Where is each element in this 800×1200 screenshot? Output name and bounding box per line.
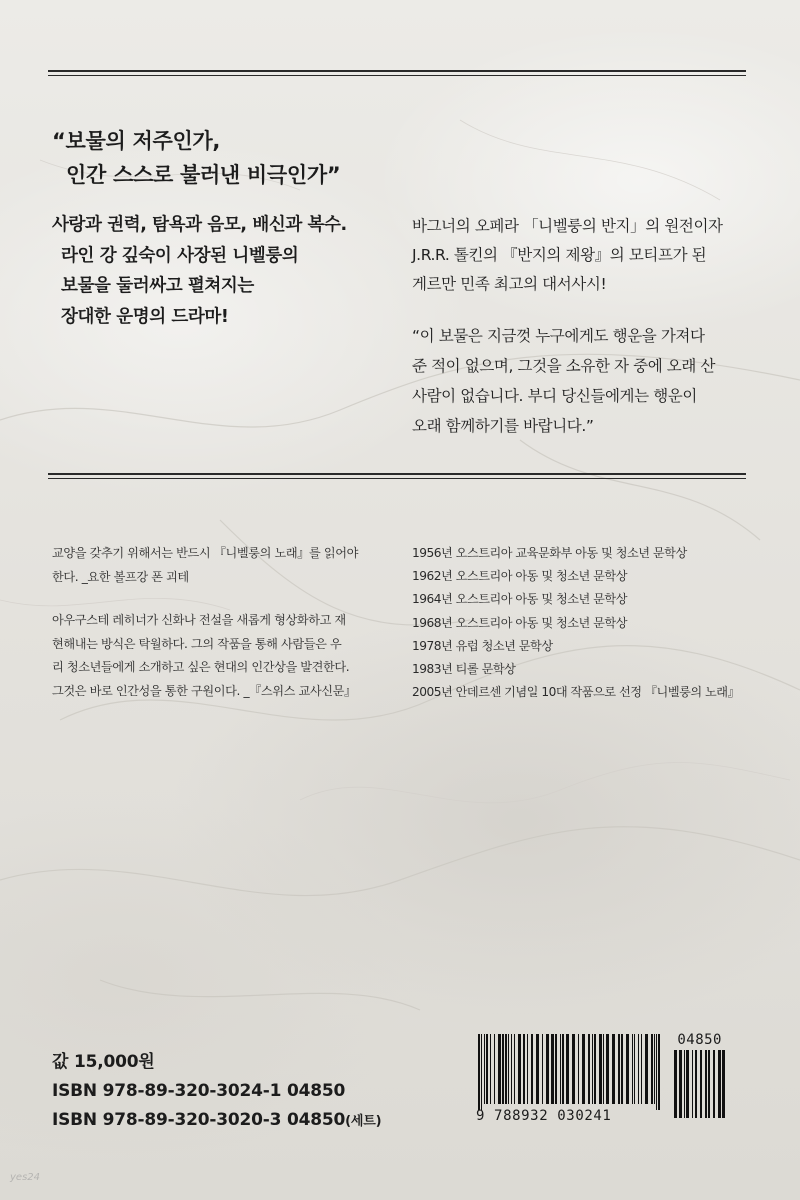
barcode-bar bbox=[546, 1034, 549, 1104]
barcode-bar bbox=[562, 1034, 564, 1104]
barcode bbox=[470, 1030, 750, 1130]
price: 값 15,000원 bbox=[52, 1052, 155, 1072]
barcode-bar bbox=[592, 1034, 593, 1104]
price-isbn-block bbox=[52, 1048, 452, 1136]
award-item: 1962년 오스트리아 아동 및 청소년 문학상 bbox=[412, 569, 627, 584]
barcode-bar bbox=[536, 1034, 539, 1104]
quote-line: 사람이 없습니다. 부디 당신들에게는 행운이 bbox=[412, 387, 697, 405]
barcode-bar bbox=[626, 1034, 629, 1104]
barcode-bar bbox=[618, 1034, 620, 1104]
barcode-bar bbox=[658, 1034, 660, 1110]
intro-line: 보물을 둘러싸고 펼쳐지는 bbox=[61, 276, 254, 296]
barcode-bar bbox=[560, 1034, 561, 1104]
top-double-rule bbox=[48, 70, 746, 76]
barcode-bar bbox=[599, 1034, 602, 1104]
headline bbox=[52, 124, 432, 192]
isbn-set-suffix: (세트) bbox=[345, 1114, 382, 1129]
barcode-bar bbox=[578, 1034, 579, 1104]
praise-line: 현해내는 방식은 탁월하다. 그의 작품을 통해 사람들은 우 bbox=[52, 636, 342, 651]
barcode-addon-number: 04850 bbox=[677, 1032, 722, 1048]
barcode-bar bbox=[651, 1034, 653, 1104]
quote-line: 오래 함께하기를 바랍니다.” bbox=[412, 417, 594, 435]
barcode-bar bbox=[531, 1034, 533, 1104]
description-line: J.R.R. 톨킨의 『반지의 제왕』의 모티프가 된 bbox=[412, 246, 707, 264]
quote-line: 준 적이 없으며, 그것을 소유한 자 중에 오래 산 bbox=[412, 357, 716, 375]
quote-line: “이 보물은 지금껏 누구에게도 행운을 가져다 bbox=[412, 327, 705, 345]
right-description bbox=[412, 212, 752, 441]
intro-line: 라인 강 깊숙이 사장된 니벨룽의 bbox=[61, 245, 299, 266]
barcode-bar bbox=[606, 1034, 609, 1104]
description-line: 바그너의 오페라 「니벨룽의 반지」의 원전이자 bbox=[412, 217, 723, 235]
isbn-set-number: ISBN 978-89-320-3020-3 04850 bbox=[52, 1110, 346, 1130]
barcode-bar bbox=[542, 1034, 543, 1104]
barcode-bar bbox=[634, 1034, 635, 1104]
barcode-bar bbox=[523, 1034, 525, 1104]
award-item: 1956년 오스트리아 교육문화부 아동 및 청소년 문학상 bbox=[412, 546, 687, 560]
barcode-bar bbox=[508, 1034, 509, 1104]
goethe-praise bbox=[52, 542, 392, 589]
barcode-bar bbox=[486, 1034, 488, 1104]
barcode-bar bbox=[641, 1034, 642, 1104]
barcode-bar bbox=[478, 1034, 480, 1110]
barcode-bar bbox=[566, 1034, 569, 1104]
intro-line: 사랑과 권력, 탐욕과 음모, 배신과 복수. bbox=[52, 215, 347, 235]
barcode-bar bbox=[645, 1034, 648, 1104]
barcode-bar bbox=[654, 1034, 655, 1104]
barcode-bar bbox=[511, 1034, 512, 1104]
barcode-bar bbox=[518, 1034, 521, 1104]
barcode-bar bbox=[656, 1034, 657, 1110]
barcode-bar bbox=[603, 1034, 604, 1104]
headline-line-2: 인간 스스로 불러낸 비극인가” bbox=[66, 163, 341, 187]
isbn-volume: ISBN 978-89-320-3024-1 04850 bbox=[52, 1081, 346, 1101]
award-item: 1978년 유럽 청소년 문학상 bbox=[412, 638, 553, 653]
praise-line: 리 청소년들에게 소개하고 싶은 현대의 인간상을 발견한다. bbox=[52, 660, 350, 674]
book-quote bbox=[412, 321, 752, 441]
awards-list bbox=[412, 542, 782, 704]
award-item: 1968년 오스트리아 아동 및 청소년 문학상 bbox=[412, 615, 627, 630]
barcode-bar bbox=[498, 1034, 501, 1104]
middle-double-rule bbox=[48, 473, 746, 479]
barcode-bar bbox=[527, 1034, 528, 1104]
barcode-bar bbox=[638, 1034, 639, 1104]
praise-line: 한다. _요한 볼프강 폰 괴테 bbox=[52, 569, 189, 584]
barcode-bar bbox=[582, 1034, 585, 1104]
award-item: 1983년 티롤 문학상 bbox=[412, 662, 516, 677]
barcode-bar bbox=[484, 1034, 485, 1104]
barcode-bar bbox=[594, 1034, 596, 1104]
barcode-number: 9 788932 030241 bbox=[476, 1108, 612, 1124]
headline-line-1: “보물의 저주인가, bbox=[52, 129, 221, 153]
praise-line: 교양을 갖추기 위해서는 반드시 『니벨룽의 노래』를 읽어야 bbox=[52, 546, 359, 560]
praise-line: 아우구스테 레히너가 신화나 전설을 새롭게 형상화하고 재 bbox=[52, 613, 346, 627]
barcode-bar bbox=[588, 1034, 590, 1104]
barcode-bar bbox=[514, 1034, 515, 1104]
praise-section bbox=[52, 542, 392, 703]
barcode-bar bbox=[551, 1034, 554, 1104]
watermark: yes24 bbox=[10, 1172, 41, 1183]
review-praise bbox=[52, 609, 392, 703]
intro-line: 장대한 운명의 드라마! bbox=[61, 306, 229, 327]
barcode-bar bbox=[621, 1034, 623, 1104]
barcode-bar bbox=[572, 1034, 575, 1104]
barcode-bar bbox=[555, 1034, 557, 1104]
intro-paragraph bbox=[52, 210, 412, 332]
isbn-set bbox=[52, 1106, 452, 1136]
praise-line: 그것은 바로 인간성을 통한 구원이다. _『스위스 교사신문』 bbox=[52, 683, 356, 698]
barcode-bar bbox=[481, 1034, 482, 1110]
barcode-bar bbox=[502, 1034, 504, 1104]
barcode-bar bbox=[505, 1034, 507, 1104]
barcode-bar bbox=[494, 1034, 495, 1104]
award-item: 1964년 오스트리아 아동 및 청소년 문학상 bbox=[412, 592, 627, 607]
description-line: 게르만 민족 최고의 대서사시! bbox=[412, 275, 607, 293]
barcode-bar bbox=[632, 1034, 633, 1104]
barcode-bar bbox=[490, 1034, 491, 1104]
barcode-bar bbox=[612, 1034, 615, 1104]
award-item: 2005년 안데르센 기념일 10대 작품으로 선정 『니벨룽의 노래』 bbox=[412, 685, 740, 700]
